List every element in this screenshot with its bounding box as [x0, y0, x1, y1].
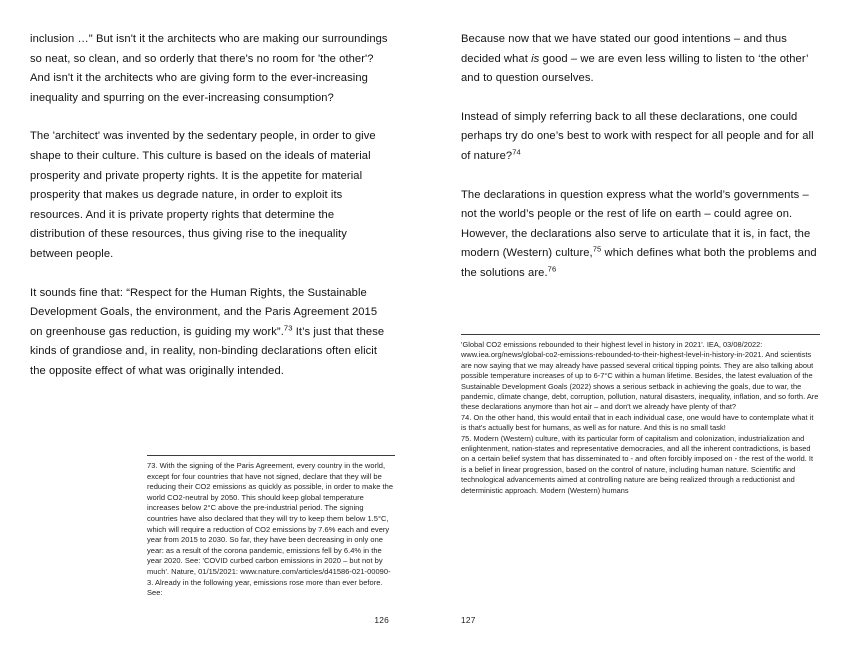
footnote-75: 75. Modern (Western) culture, with its particular form of capitalism and colonization, industrialization and enlightenment, nation-states and representative democracies, and all the inherent contradictions, is based on a certain belief system that has disseminated to - and often forcibly imposed on - the rest of the world. It is a belief in linear progression, based on the control of nature, including human nature. Scientific and technological advancements aimed at controlling nature are being realized through a reductionist and deterministic approach. Modern (Western) humans — [461, 433, 814, 495]
page-number-right: 127 — [461, 615, 476, 625]
paragraph: The 'architect' was invented by the sedentary people, in order to give shape to their culture. This culture is based on the ideals of material prosperity and private property rights. It is the appetite for material prosperity that makes us degrade nature, in order to exploit its resources. And it is private property rights that determine the distribution of these resources, thus giving rise to the inequality between people. — [30, 130, 376, 260]
paragraph: Because now that we have stated our good intentions – and thus decided what is good – we are even less willing to listen to ‘the other’ and to question ourselves. — [461, 33, 809, 85]
footnote-divider — [461, 334, 820, 335]
page-number-left: 126 — [374, 615, 389, 625]
footnote-marker-76: 76 — [547, 264, 557, 274]
paragraph: It sounds fine that: “Respect for the Human Rights, the Sustainable Development Goals, the environment, and the Paris Agreement 2015 on greenhouse gas reduction, is guiding my work”.$^{73}$ It’s just that these kinds of grandiose and, in reality, non-binding declarations often elicit the opposite effect of what was originally intended. — [30, 286, 385, 377]
right-body-column — [461, 30, 820, 284]
footnote-74: 74. On the other hand, this would entail that in each individual case, one would have to contemplate what it is that's actually best for humans, as well as for nature. And this is no small task! — [461, 412, 814, 433]
paragraph: The declarations in question express what the world’s governments – not the world’s people or the rest of life on earth – could agree on. However, the declarations also serve to articulate that it is, in fact, the modern (Western) culture,$^{75}$ which defines what both the problems and the solutions are.$^{76}$ — [461, 188, 817, 279]
footnote-list — [461, 340, 820, 496]
footnote-marker-74: 74 — [512, 147, 521, 157]
left-footnotes — [147, 455, 395, 599]
footnote-73-cont: 'Global CO2 emissions rebounded to their highest level in history in 2021'. IEA, 03/08/2022: www.iea.org/news/global-co2-emissions-rebounded-to-their-highest-level-in-history-in-2021. And scientists are now saying that we may already have passed several critical tipping points. They are also talking about possible temperature increases of up to 6-7°C within a human lifetime. Besides, the latest evaluation of the Sustainable Development Goals (2022) shows a serious setback in achieving the goals, due to war, the pandemic, climate change, debt, corruption, pollution, natural disasters, inequality, inflation, and so forth. Are these declarations anymore than hot air – and don't we already have plenty of that? — [461, 340, 819, 412]
page-right — [425, 0, 850, 652]
footnote-list — [147, 461, 395, 599]
paragraph: inclusion …" But isn't it the architects who are making our surroundings so neat, so clean, and so orderly that there's no room for 'the other'? And isn't it the architects who are giving form to the ever-increasing inequality and spurring on the ever-increasing consumption? — [30, 33, 388, 104]
right-footnotes — [461, 334, 820, 496]
left-body-column — [30, 30, 389, 382]
paragraph: Instead of simply referring back to all these declarations, one could perhaps try do one’s best to work with respect for all people and for all of nature?$^{74}$ — [461, 110, 814, 162]
footnote-73: 73. With the signing of the Paris Agreement, every country in the world, except for four countries that have not signed, declare that they will be reducing their CO2 emissions as quickly as possible, in order to make the world CO2-neutral by 2050. This should keep global temperature increases below 2°C above the pre-industrial period. The signing countries have also declared that they will try to keep them below 1.5°C, which will require a reduction of CO2 emissions by 7.6% each and every year from 2015 to 2030. So far, they have been decreasing in only one year: as a result of the corona pandemic, emissions fell by 6.4% in the year 2020. See: 'COVID curbed carbon emissions in 2020 – but not by much'. Nature, 01/15/2021: www.nature.com/articles/d41586-021-00090-3. Already in the following year, emissions rose more than ever before. See: — [147, 461, 394, 598]
footnote-marker-73: 73 — [283, 322, 293, 332]
footnote-divider — [147, 455, 395, 456]
footnote-marker-75: 75 — [592, 244, 602, 254]
